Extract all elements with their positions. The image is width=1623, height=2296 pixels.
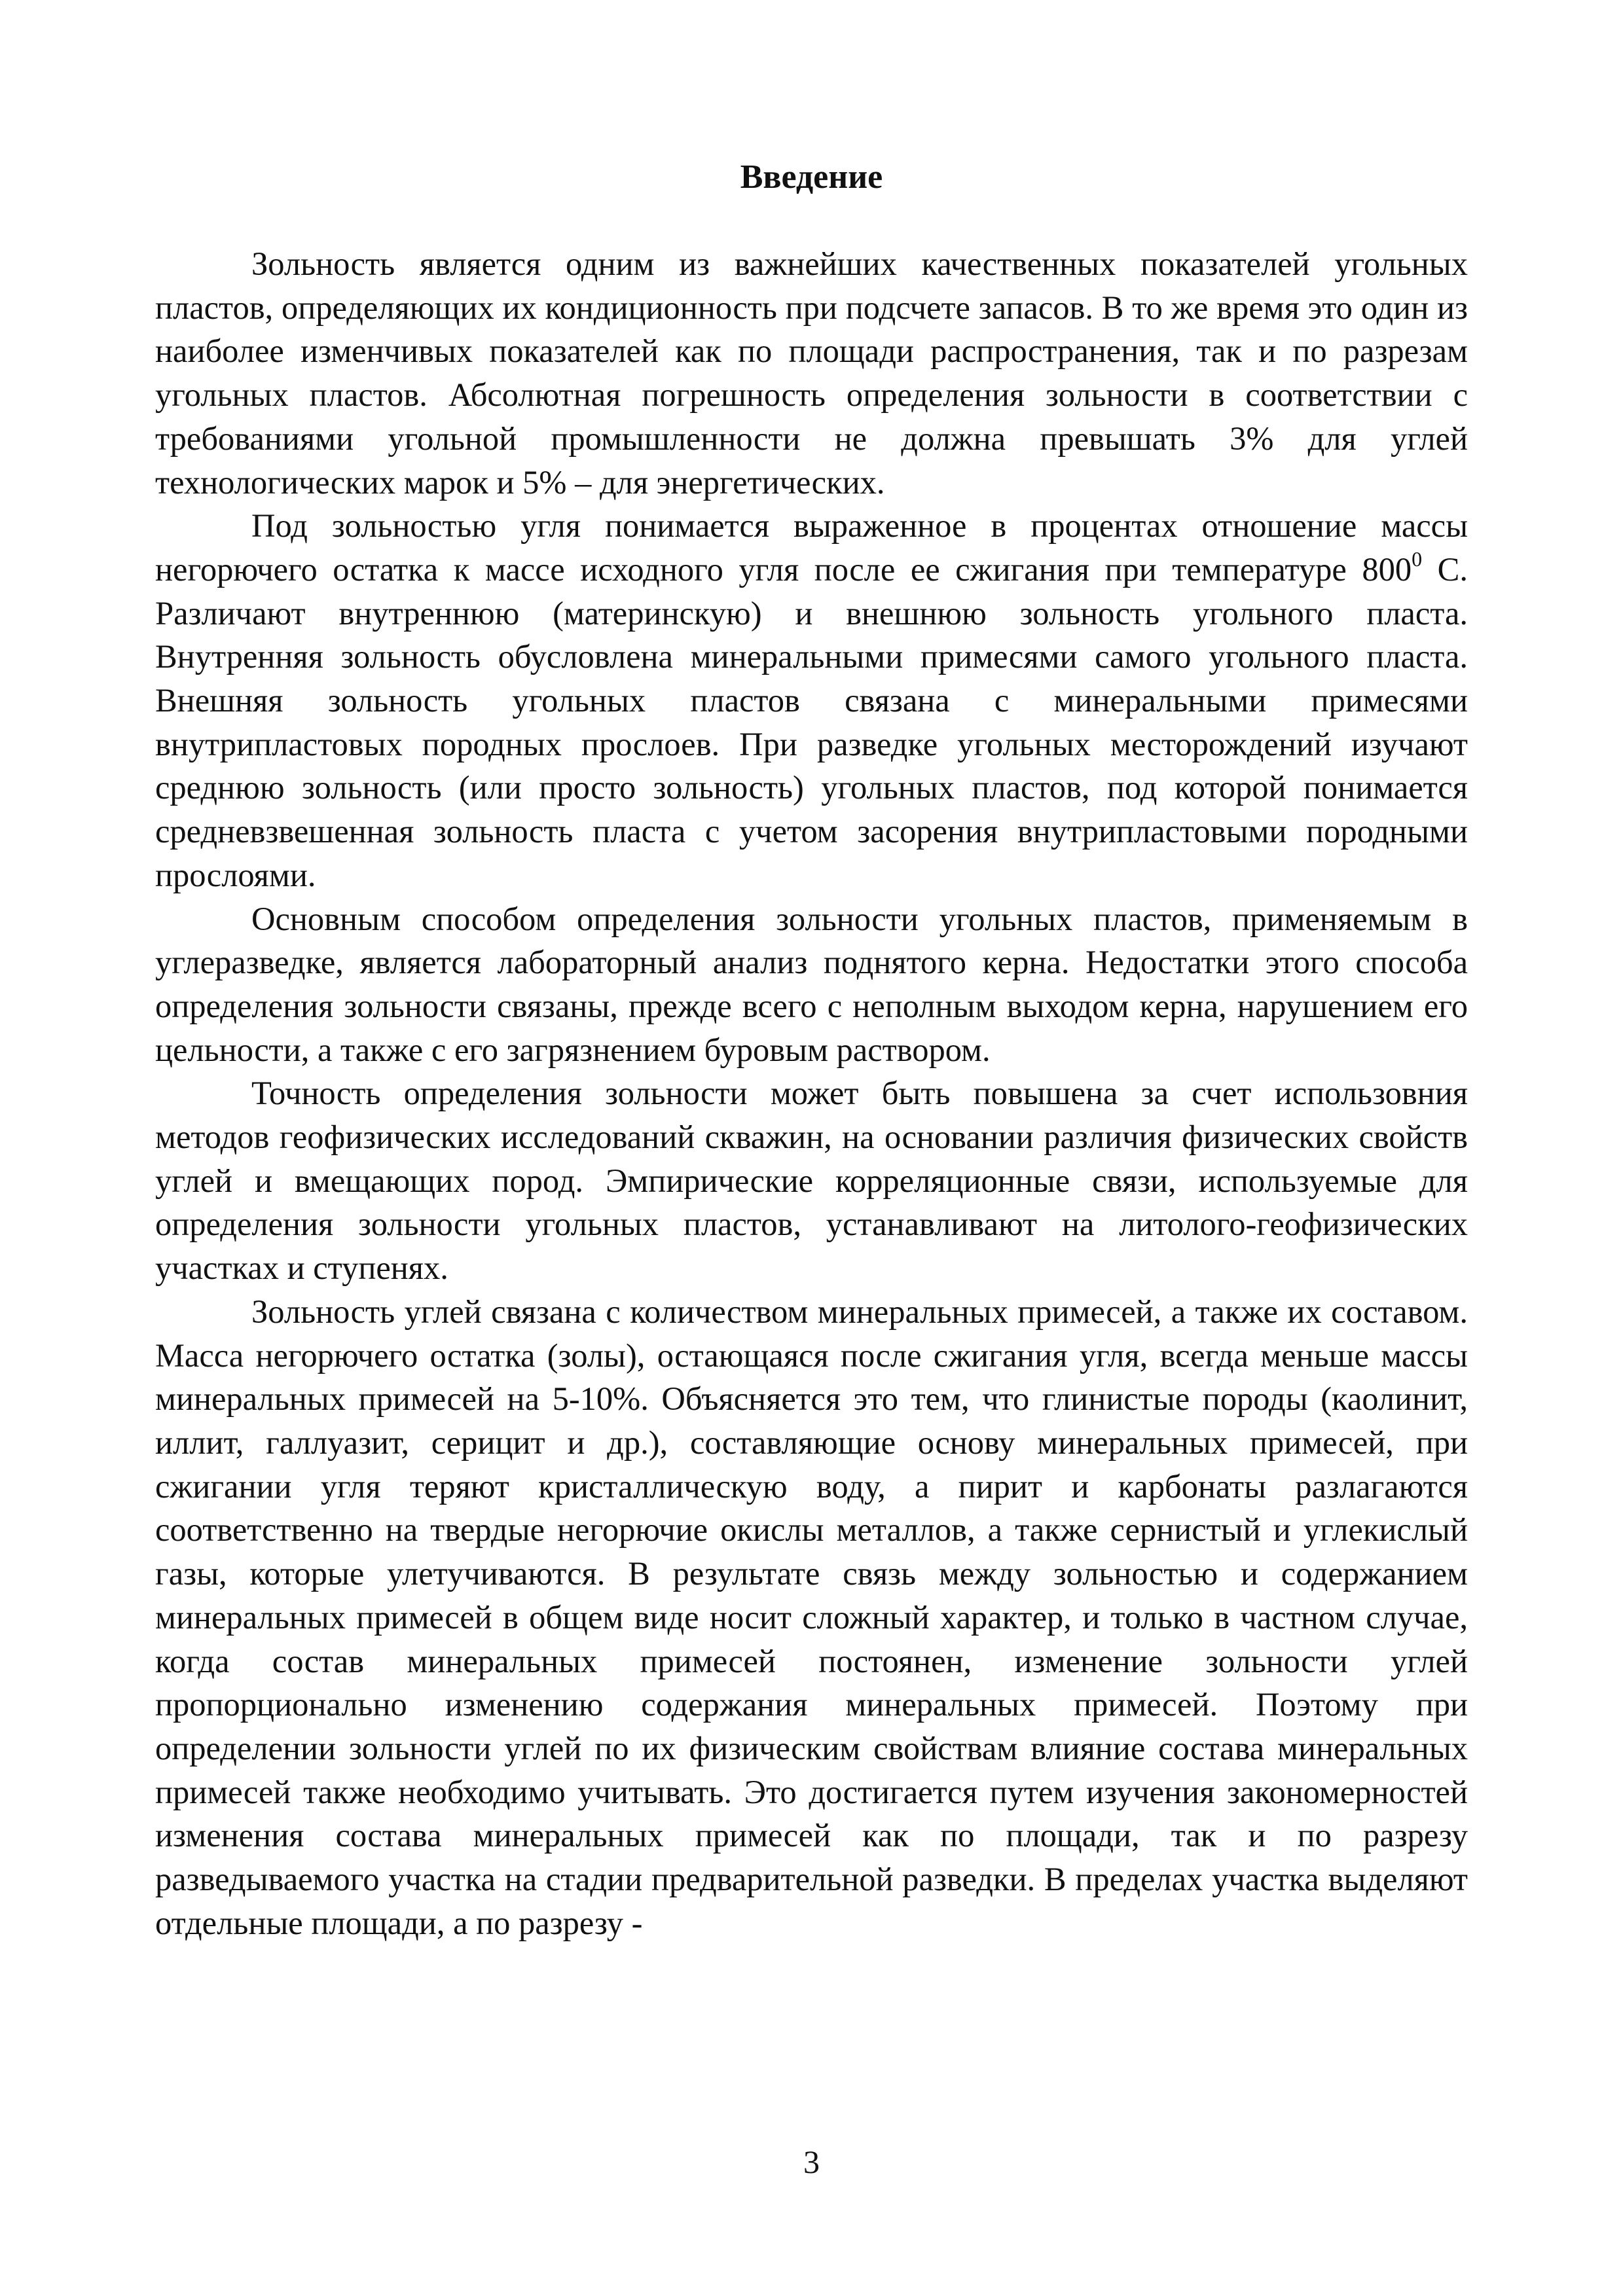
paragraph-2-text-end: С. Различают внутреннюю (материнскую) и внешнюю зольность угольного пласта. Внутренняя зольность обусловлена минеральными примесями самого угольного пласта. Внешняя зольность угольных пластов связана с минеральными примесями внутрипластовых породных прослоев. При разведке угольных месторождений изучают среднюю зольность (или просто зольность) угольных пластов, под которой понимается средневзвешенная зольность пласта с учетом засорения внутрипластовыми породными прослоями.	[155, 550, 1468, 893]
page-number: 3	[803, 2144, 820, 2180]
paragraph-2-text-start: Под зольностью угля понимается выраженное в процентах отношение массы негорючего остатка к массе исходного угля после ее сжигания при температуре 800	[155, 507, 1468, 588]
paragraph-4: Точность определения зольности может быть повышена за счет использовния методов геофизических исследований скважин, на основании различия физических свойств углей и вмещающих пород. Эмпирические корреляционные связи, используемые для определения зольности угольных пластов, устанавливают на литолого-геофизических участках и ступенях.	[155, 1075, 1468, 1287]
paragraph-5: Зольность углей связана с количеством минеральных примесей, а также их составом. Масса негорючего остатка (золы), остающаяся после сжигания угля, всегда меньше массы минеральных примесей на 5-10%. Объясняется это тем, что глинистые породы (каолинит, иллит, галлуазит, серицит и др.), составляющие основу минеральных примесей, при сжигании угля теряют кристаллическую воду, а пирит и карбонаты разлагаются соответственно на твердые негорючие окислы металлов, а также сернистый и углекислый газы, которые улетучиваются. В результате связь между зольностью и содержанием минеральных примесей в общем виде носит сложный характер, и только в частном случае, когда состав минеральных примесей постоянен, изменение зольности углей пропорционально изменению содержания минеральных примесей. Поэтому при определении зольности углей по их физическим свойствам влияние состава минеральных примесей также необходимо учитывать. Это достигается путем изучения закономерностей изменения состава минеральных примесей как по площади, так и по разрезу разведываемого участка на стадии предварительной разведки. В пределах участка выделяют отдельные площади, а по разрезу -	[155, 1293, 1468, 1941]
paragraph-3: Основным способом определения зольности угольных пластов, применяемым в углеразведке, является лабораторный анализ поднятого керна. Недостатки этого способа определения зольности связаны, прежде всего с неполным выходом керна, нарушением его цельности, а также с его загрязнением буровым раствором.	[155, 900, 1468, 1068]
paragraph-2	[155, 504, 1468, 897]
degree-superscript: 0	[1412, 547, 1423, 571]
paragraph-1: Зольность является одним из важнейших качественных показателей угольных пластов, определяющих их кондиционность при подсчете запасов. В то же время это один из наиболее изменчивых показателей как по площади распространения, так и по разрезам угольных пластов. Абсолютная погрешность определения зольности в соответствии с требованиями угольной промышленности не должна превышать 3% для углей технологических марок и 5% – для энергетических.	[155, 245, 1468, 501]
body-text	[155, 242, 1468, 1945]
section-title: Введение	[740, 158, 883, 196]
